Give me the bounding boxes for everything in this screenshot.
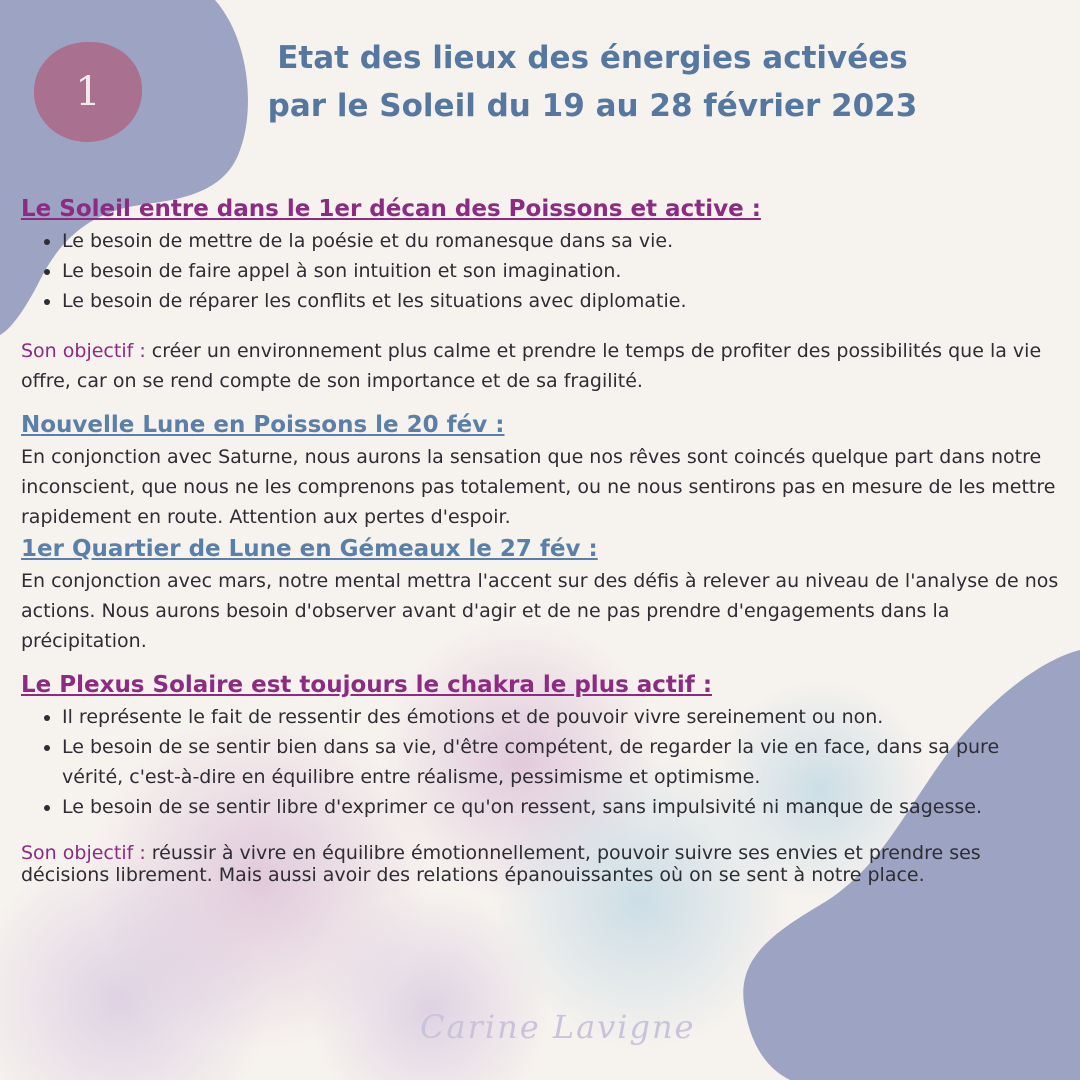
section-chakra-objective <box>21 842 1061 886</box>
section-chakra-heading: Le Plexus Solaire est toujours le chakra le plus actif : <box>21 672 713 698</box>
list-item: • Le besoin de se sentir libre d'exprimer ce qu'on ressent, sans impulsivité ni manque de sagesse. <box>62 792 1061 822</box>
objective-text: réussir à vivre en équilibre émotionnellement, pouvoir suivre ses envies et prendre ses décisions librement. Mais aussi avoir des relations épanouissantes où on se sent à notre place. <box>21 842 981 886</box>
step-number: 1 <box>75 69 101 115</box>
section-sun-list <box>21 226 1061 316</box>
objective-label: Son objectif : <box>21 842 146 864</box>
list-item: • Le besoin de faire appel à son intuition et son imagination. <box>62 256 1061 286</box>
objective-label: Son objectif : <box>21 340 146 362</box>
section-first-quarter-heading: 1er Quartier de Lune en Gémeaux le 27 fév : <box>21 536 598 562</box>
list-item: • Le besoin de se sentir bien dans sa vie, d'être compétent, de regarder la vie en face, dans sa pure vérité, c'est-à-dire en équilibre entre réalisme, pessimisme et optimisme. <box>62 732 1061 792</box>
author-signature: Carine Lavigne <box>420 1008 696 1046</box>
list-item: • Il représente le fait de ressentir des émotions et de pouvoir vivre sereinement ou non. <box>62 702 1061 732</box>
step-number-badge <box>34 42 142 142</box>
title-line-2: par le Soleil du 19 au 28 février 2023 <box>267 88 918 124</box>
title-line-1: Etat des lieux des énergies activées <box>277 40 908 76</box>
section-sun-objective <box>21 336 1061 396</box>
section-chakra-list <box>21 702 1061 822</box>
section-new-moon-heading: Nouvelle Lune en Poissons le 20 fév : <box>21 412 505 438</box>
page-title <box>220 34 965 130</box>
section-sun-heading: Le Soleil entre dans le 1er décan des Poissons et active : <box>21 196 761 222</box>
section-first-quarter-text: En conjonction avec mars, notre mental mettra l'accent sur des défis à relever au niveau de l'analyse de nos actions. Nous aurons besoin d'observer avant d'agir et de ne pas prendre d'engagements dans la précipitation. <box>21 570 1059 652</box>
objective-text: créer un environnement plus calme et prendre le temps de profiter des possibilités que la vie offre, car on se rend compte de son importance et de sa fragilité. <box>21 340 1042 392</box>
list-item: • Le besoin de mettre de la poésie et du romanesque dans sa vie. <box>62 226 1061 256</box>
main-content <box>21 192 1061 886</box>
list-item: • Le besoin de réparer les conflits et les situations avec diplomatie. <box>62 286 1061 316</box>
section-new-moon-text: En conjonction avec Saturne, nous aurons la sensation que nos rêves sont coincés quelque part dans notre inconscient, que nous ne les comprenons pas totalement, ou ne nous sentirons pas en mesure de les mettre rapidement en route. Attention aux pertes d'espoir. <box>21 446 1056 528</box>
